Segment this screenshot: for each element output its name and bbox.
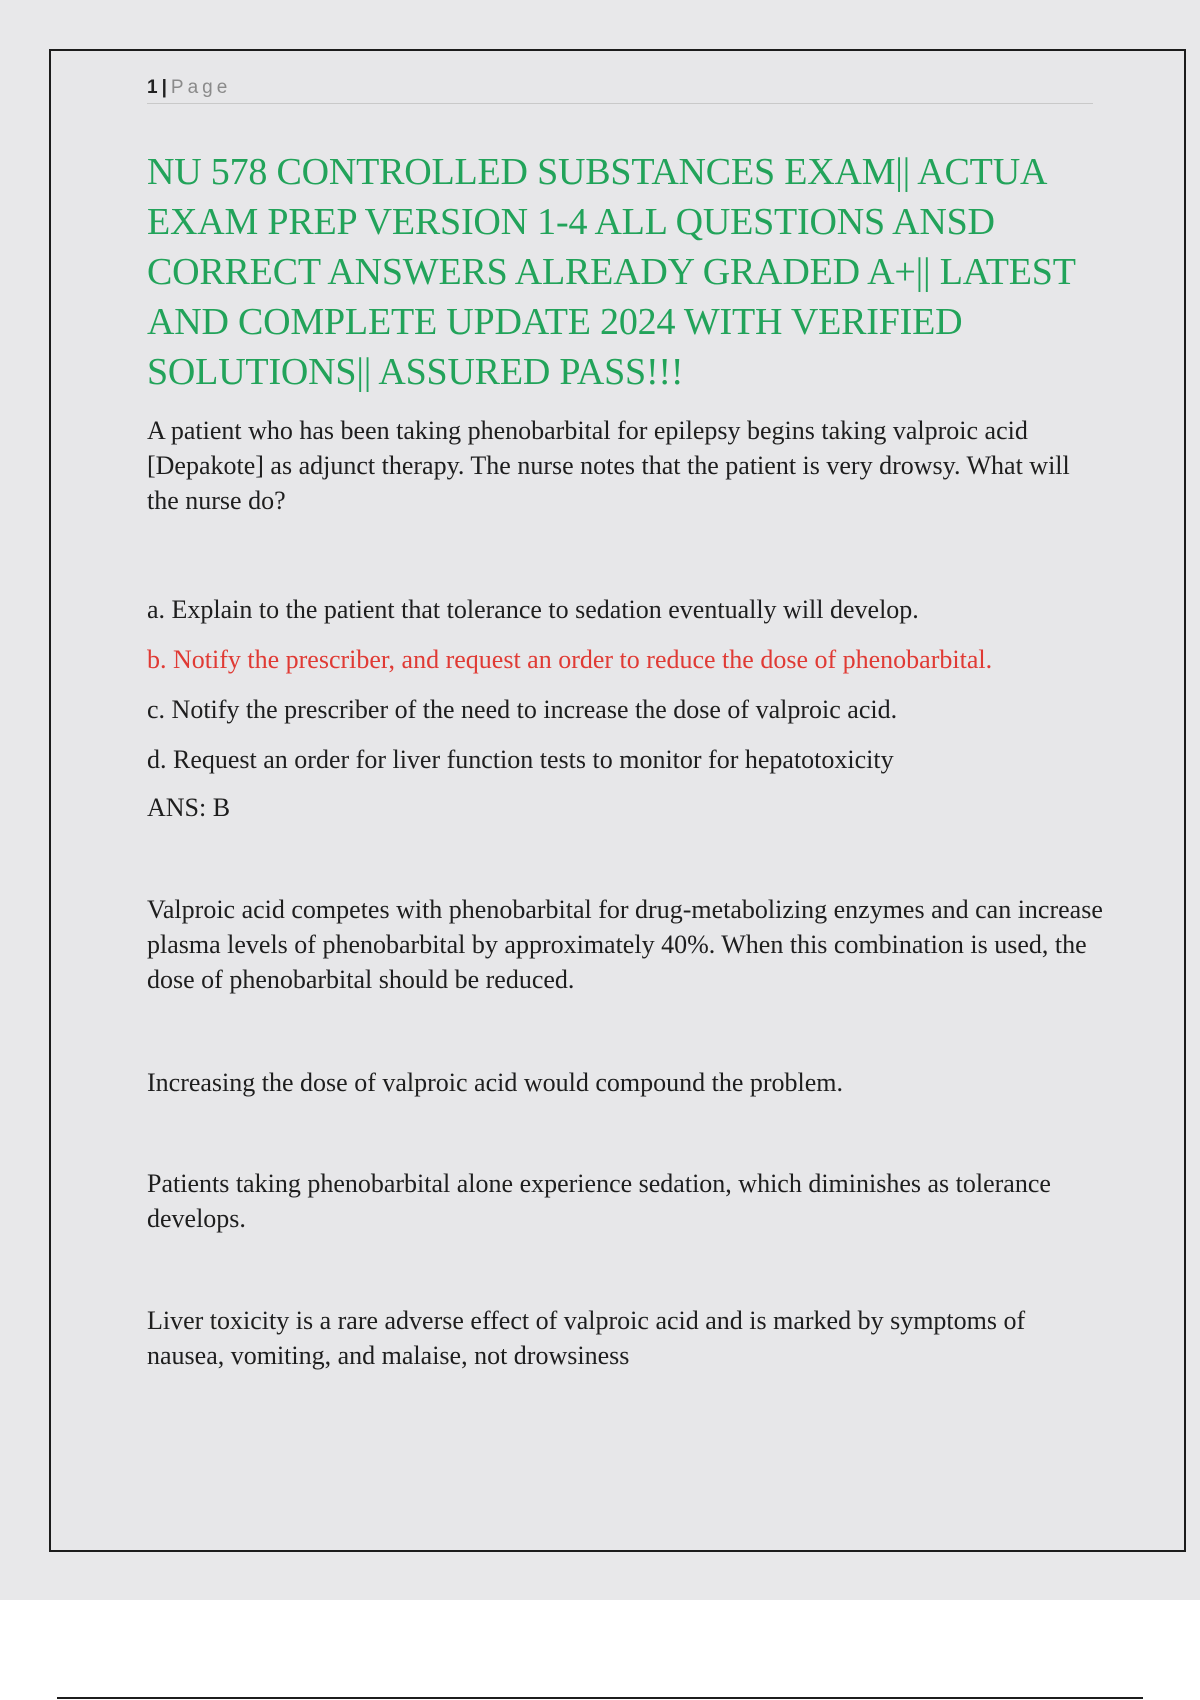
option-c: c. Notify the prescriber of the need to increase the dose of valproic acid. <box>147 695 898 724</box>
option-d: d. Request an order for liver function tests to monitor for hepatotoxicity <box>147 745 894 774</box>
rationale-paragraph: Patients taking phenobarbital alone experience sedation, which diminishes as tolerance develops. <box>147 1169 1051 1233</box>
question-text: A patient who has been taking phenobarbital for epilepsy begins taking valproic acid [Depakote] as adjunct therapy. The nurse notes that the patient is very drowsy. What will the nurse do? <box>147 416 1070 515</box>
next-page-divider <box>57 1697 1143 1699</box>
page-content <box>147 147 1107 1373</box>
answer-key: ANS: B <box>147 793 231 822</box>
option-b-correct: b. Notify the prescriber, and request an order to reduce the dose of phenobarbital. <box>147 645 993 674</box>
rationale-paragraph: Liver toxicity is a rare adverse effect of valproic acid and is marked by symptoms of nausea, vomiting, and malaise, not drowsiness <box>147 1306 1026 1370</box>
page-header <box>147 73 1093 104</box>
document-page <box>49 49 1186 1552</box>
page-number: 1 <box>147 77 158 98</box>
document-title: NU 578 CONTROLLED SUBSTANCES EXAM|| ACTUA EXAM PREP VERSION 1-4 ALL QUESTIONS ANSD CORRECT ANSWERS ALREADY GRADED A+|| LATEST AND COMPLETE UPDATE 2024 WITH VERIFIED SOLUTIONS|| ASSURED PASS!!! <box>147 151 1076 393</box>
page-separator: | <box>161 77 167 98</box>
answer-options <box>147 592 1107 777</box>
option-a: a. Explain to the patient that tolerance to sedation eventually will develop. <box>147 595 919 624</box>
rationale-paragraph: Increasing the dose of valproic acid would compound the problem. <box>147 1068 844 1097</box>
rationale-paragraph: Valproic acid competes with phenobarbital for drug-metabolizing enzymes and can increase plasma levels of phenobarbital by approximately 40%. When this combination is used, the dose of phenobarbital should be reduced. <box>147 895 1103 994</box>
page-label: Page <box>170 77 232 98</box>
